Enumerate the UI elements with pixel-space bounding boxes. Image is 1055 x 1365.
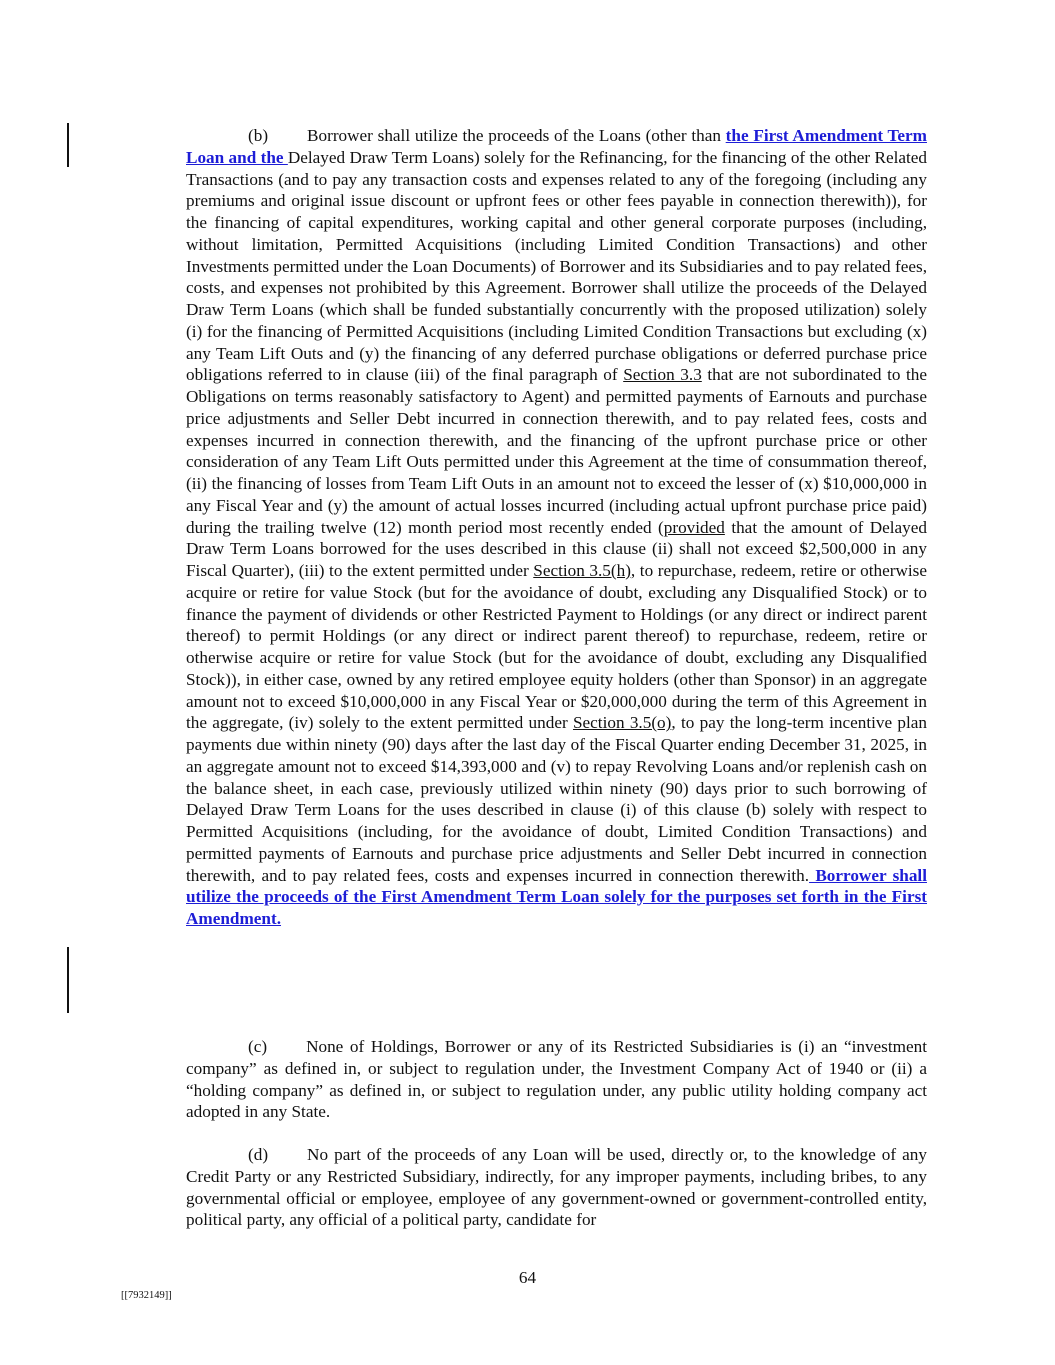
page-number: 64 bbox=[518, 1268, 537, 1287]
inserted-text: the First Amendment Term Loan and the bbox=[186, 126, 927, 167]
paragraph-text: that the amount of Delayed Draw Term Loans borrowed for the uses described in this clause (ii) shall not exceed $2,500,000 in any Fiscal Quarter), (iii) to the extent permitted under bbox=[186, 517, 927, 580]
paragraph-text: Borrower shall utilize the proceeds of the Loans (other than bbox=[307, 126, 726, 145]
paragraph-text: Delayed Draw Term Loans) solely for the Refinancing, for the financing of the other Related Transactions (and to pay any transaction costs and expenses related to any of the foregoing (including any premiums and original issue discount or upfront fees or other fees payable in connection therewith)), for the financing of capital expenditures, working capital and other general corporate purposes (including, without limitation, Permitted Acquisitions (including Limited Condition Transactions) and other Investments permitted under the Loan Documents) of Borrower and its Subsidiaries and to pay related fees, costs, and expenses not prohibited by this Agreement. Borrower shall utilize the proceeds of the Delayed Draw Term Loans (which shall be funded substantially concurrently with the proposed utilization) solely (i) for the financing of Permitted Acquisitions (including Limited Condition Transactions but excluding (x) any Team Lift Outs and (y) the financing of any deferred purchase obligations or deferred purchase price obligations referred to in clause (iii) of the final paragraph of bbox=[186, 147, 927, 385]
paragraph-text: None of Holdings, Borrower or any of its Restricted Subsidiaries is (i) an “investment company” as defined in, or subject to regulation under, the Investment Company Act of 1940 or (ii) a “holding company” as defined in, or subject to regulation under, any public utility holding company act adopted in any State. bbox=[186, 1037, 927, 1122]
paragraph-d bbox=[186, 1144, 927, 1231]
section-reference: Section 3.3 bbox=[623, 365, 702, 385]
section-reference: Section 3.5(o) bbox=[572, 713, 672, 733]
paragraph-label: (c) bbox=[248, 1037, 268, 1056]
paragraph-text: , to pay the long-term incentive plan payments due within ninety (90) days after the last day of the Fiscal Quarter ending December 31, 2025, in an aggregate amount not to exceed $14,393,000 and (v) to repay Revolving Loans and/or replenish cash on the balance sheet, in each case, previously utilized within ninety (90) days prior to such borrowing of Delayed Draw Term Loans for the uses described in clause (i) of this clause (b) solely with respect to Permitted Acquisitions (including, for the avoidance of doubt, Limited Condition Transactions) and permitted payments of Earnouts and purchase price adjustments and Seller Debt incurred in connection therewith, and to pay related fees, costs and expenses incurred in connection therewith. bbox=[186, 713, 927, 885]
paragraph-label: (d) bbox=[248, 1145, 269, 1164]
change-bar bbox=[67, 123, 69, 167]
paragraph-text: , to repurchase, redeem, retire or otherwise acquire or retire for value Stock (but for the avoidance of doubt, excluding any Disqualified Stock) or to finance the payment of dividends or other Restricted Payment to Holdings (or any direct or indirect parent thereof) to permit Holdings (or any direct or indirect parent thereof) to repurchase, redeem, retire or otherwise acquire or retire for value Stock (but for the avoidance of doubt, excluding any Disqualified Stock)), in either case, owned by any retired employee equity holders (other than Sponsor) in an aggregate amount not to exceed $10,000,000 in any Fiscal Year or $20,000,000 during the term of this Agreement in the aggregate, (iv) solely to the extent permitted under bbox=[186, 561, 927, 733]
provided-term: provided bbox=[663, 517, 725, 537]
change-bar bbox=[67, 947, 69, 1013]
paragraph-b bbox=[186, 125, 927, 930]
paragraph-text: that are not subordinated to the Obligations on terms reasonably satisfactory to Agent) and permitted payments of Earnouts and purchase price adjustments and Seller Debt incurred in connection therewith, and to pay related fees, costs and expenses incurred in connection therewith, and the financing of the upfront purchase price or other consideration of any Team Lift Outs permitted under this Agreement at the time of consummation thereof, (ii) the financing of losses from Team Lift Outs in an amount not to exceed the lesser of (x) $10,000,000 in any Fiscal Year and (y) the amount of actual losses incurred (including actual upfront purchase price paid) during the trailing twelve (12) month period most recently ended ( bbox=[186, 365, 928, 537]
section-reference: Section 3.5(h) bbox=[533, 561, 631, 580]
paragraph-label: (b) bbox=[248, 126, 269, 145]
paragraph-c bbox=[186, 1036, 927, 1123]
document-id: [[7932149]] bbox=[121, 1290, 172, 1301]
paragraph-text: No part of the proceeds of any Loan will be used, directly or, to the knowledge of any Credit Party or any Restricted Subsidiary, indirectly, for any improper payments, including bribes, to any governmental official or employee, employee of any government-owned or government-controlled entity, political party, any official of a political party, candidate for bbox=[186, 1145, 927, 1230]
inserted-text: Borrower shall utilize the proceeds of the First Amendment Term Loan solely for the purposes set forth in the First Amendment. bbox=[186, 865, 927, 928]
